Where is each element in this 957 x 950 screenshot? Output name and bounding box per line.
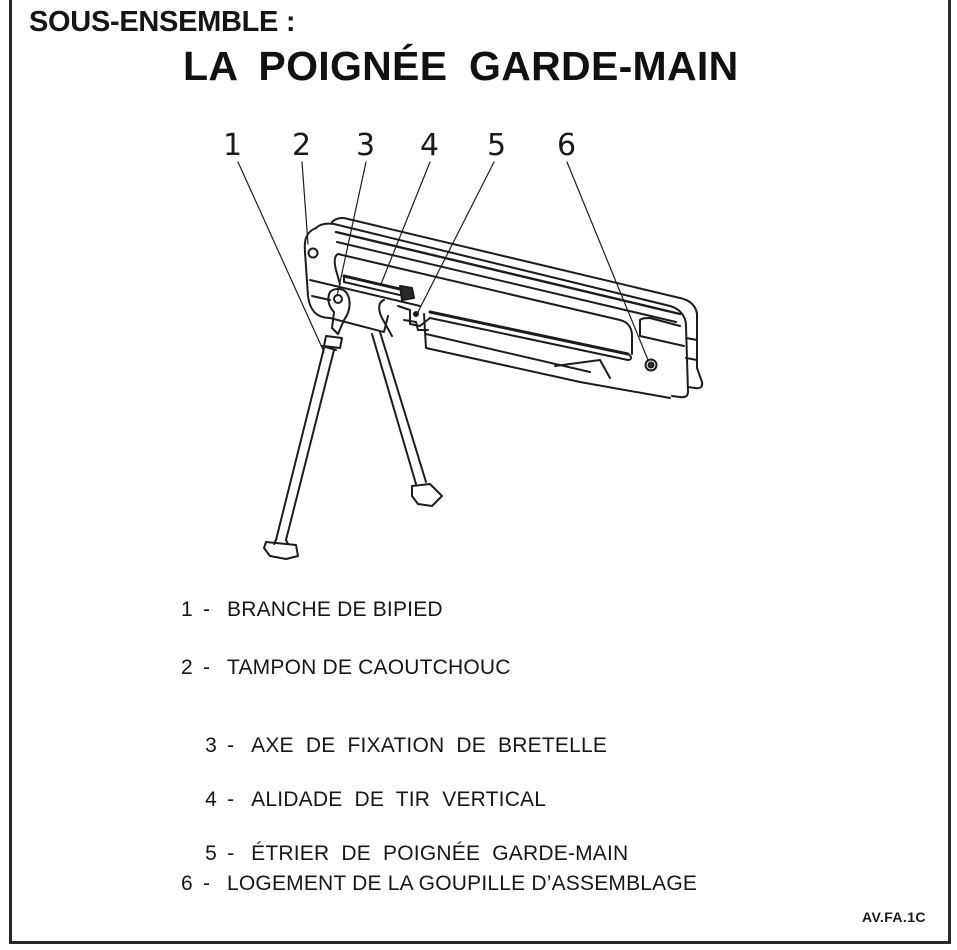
legend-separator: - xyxy=(203,872,211,895)
legend-label: ALIDADE DE TIR VERTICAL xyxy=(251,788,547,811)
legend-separator: - xyxy=(203,598,211,621)
callout-number-2: 2 xyxy=(292,128,312,163)
legend-label: BRANCHE DE BIPIED xyxy=(227,598,443,621)
legend-label: ÉTRIER DE POIGNÉE GARDE-MAIN xyxy=(251,842,629,865)
legend-number: 3 xyxy=(205,734,218,757)
legend-label: AXE DE FIXATION DE BRETELLE xyxy=(251,734,608,757)
legend-item-6 xyxy=(181,872,697,896)
legend-label: TAMPON DE CAOUTCHOUC xyxy=(227,656,511,679)
handguard-groove xyxy=(430,312,631,360)
legend-number: 1 xyxy=(181,598,193,621)
legend-label: LOGEMENT DE LA GOUPILLE D’ASSEMBLAGE xyxy=(227,872,698,895)
subtitle: SOUS-ENSEMBLE : xyxy=(29,6,296,38)
bipod-legs xyxy=(264,332,442,559)
legend-number: 5 xyxy=(205,842,218,865)
page-title: LA POIGNÉE GARDE-MAIN xyxy=(183,43,739,89)
legend-number: 2 xyxy=(181,656,193,679)
legend-number: 4 xyxy=(205,788,218,811)
legend-item-1 xyxy=(181,598,443,622)
legend-number: 6 xyxy=(181,872,193,895)
legend-item-2 xyxy=(181,656,511,680)
legend-separator: - xyxy=(227,734,235,757)
callout-number-3: 3 xyxy=(356,128,376,163)
reference-code: AV.FA.1C xyxy=(862,909,926,925)
callout-number-5: 5 xyxy=(487,128,507,163)
handguard-body xyxy=(305,218,702,398)
legend-separator: - xyxy=(203,656,211,679)
legend-separator: - xyxy=(227,842,235,865)
callout-number-4: 4 xyxy=(420,128,440,163)
callout-number-1: 1 xyxy=(223,128,243,163)
callout-number-6: 6 xyxy=(557,128,577,163)
legend-separator: - xyxy=(227,788,235,811)
callout-leader-lines xyxy=(238,162,648,360)
rubber-pad-hole xyxy=(309,249,318,258)
